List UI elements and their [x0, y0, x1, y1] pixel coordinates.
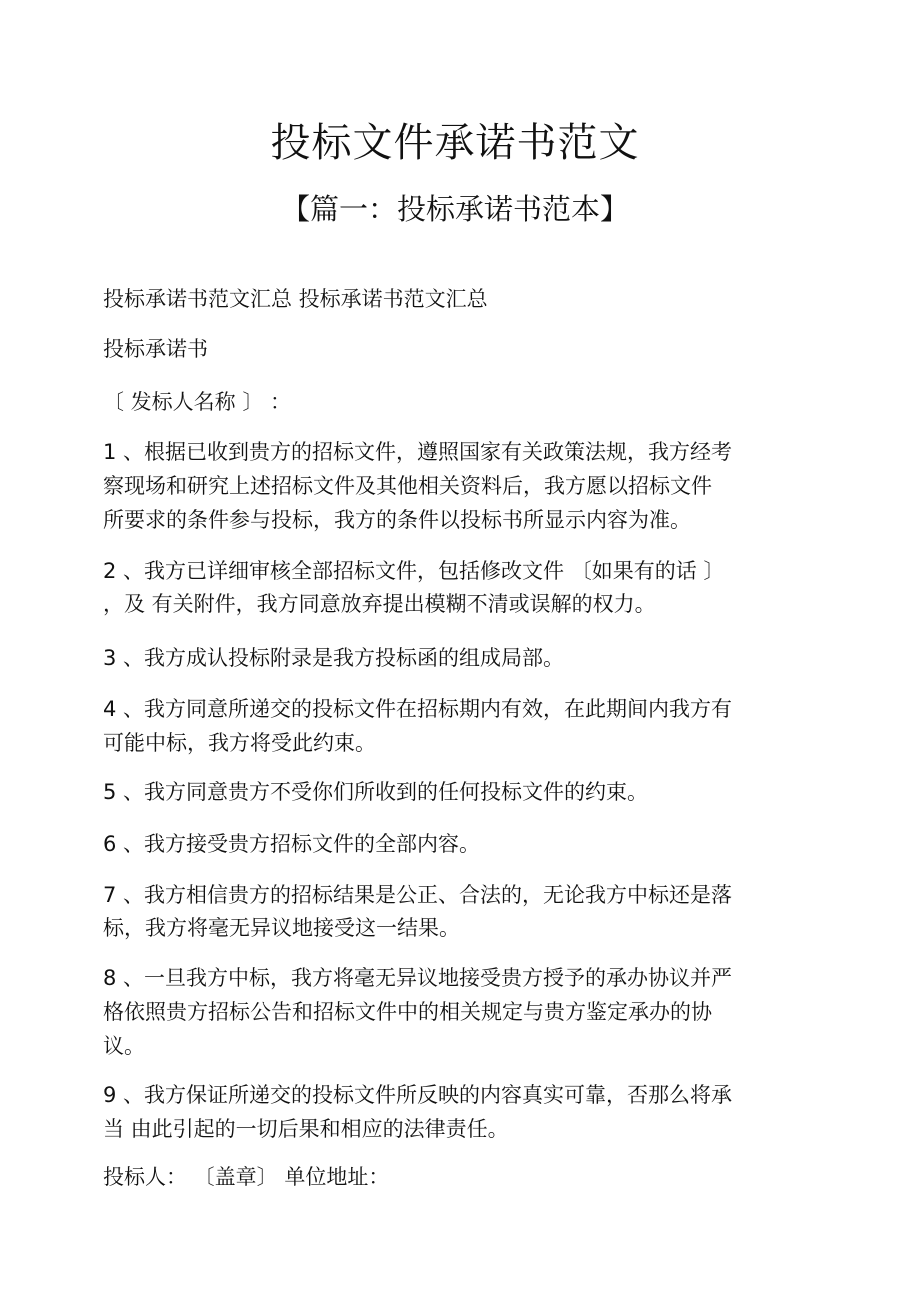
clause-7-line-2: 标，我方将毫无异议地接受这一结果。	[103, 916, 460, 940]
clause-4-line-1: 4 、我方同意所递交的投标文件在招标期内有效，在此期间内我方有	[103, 697, 733, 721]
heading-line: 投标承诺书	[103, 337, 208, 361]
clause-5-line-1: 5 、我方同意贵方不受你们所收到的任何投标文件的约束。	[103, 780, 649, 804]
clause-8-line-2: 格依照贵方招标公告和招标文件中的相关规定与贵方鉴定承办的协	[103, 1000, 712, 1024]
document-subtitle: 【篇一：投标承诺书范本】	[280, 192, 629, 226]
clause-1-line-2: 察现场和研究上述招标文件及其他相关资料后，我方愿以招标文件	[103, 474, 712, 498]
clause-8-line-3: 议。	[103, 1034, 145, 1058]
clause-2-line-2: ，及 有关附件，我方同意放弃提出模糊不清或误解的权力。	[103, 592, 656, 616]
document-title: 投标文件承诺书范文	[270, 120, 640, 166]
clause-3-line-1: 3 、我方成认投标附录是我方投标函的组成局部。	[103, 646, 565, 670]
addressee-line: 〔 发标人名称 〕 ：	[103, 390, 292, 414]
clause-4-line-2: 可能中标，我方将受此约束。	[103, 731, 376, 755]
clause-1-line-1: 1 、根据已收到贵方的招标文件，遵照国家有关政策法规，我方经考	[103, 440, 733, 464]
clause-6-line-1: 6 、我方接受贵方招标文件的全部内容。	[103, 832, 481, 856]
clause-7-line-1: 7 、我方相信贵方的招标结果是公正、合法的，无论我方中标还是落	[103, 883, 733, 907]
clause-1-line-3: 所要求的条件参与投标，我方的条件以投标书所显示内容为准。	[103, 508, 691, 532]
clause-9-line-1: 9 、我方保证所递交的投标文件所反映的内容真实可靠，否那么将承	[103, 1083, 733, 1107]
signature-line: 投标人： 〔盖章〕 单位地址：	[103, 1165, 390, 1189]
clause-8-line-1: 8 、一旦我方中标，我方将毫无异议地接受贵方授予的承办协议并严	[103, 966, 733, 990]
clause-9-line-2: 当 由此引起的一切后果和相应的法律责任。	[103, 1117, 509, 1141]
summary-line: 投标承诺书范文汇总 投标承诺书范文汇总	[103, 287, 488, 311]
clause-2-line-1: 2 、我方已详细审核全部招标文件，包括修改文件 〔如果有的话 〕	[103, 559, 725, 583]
